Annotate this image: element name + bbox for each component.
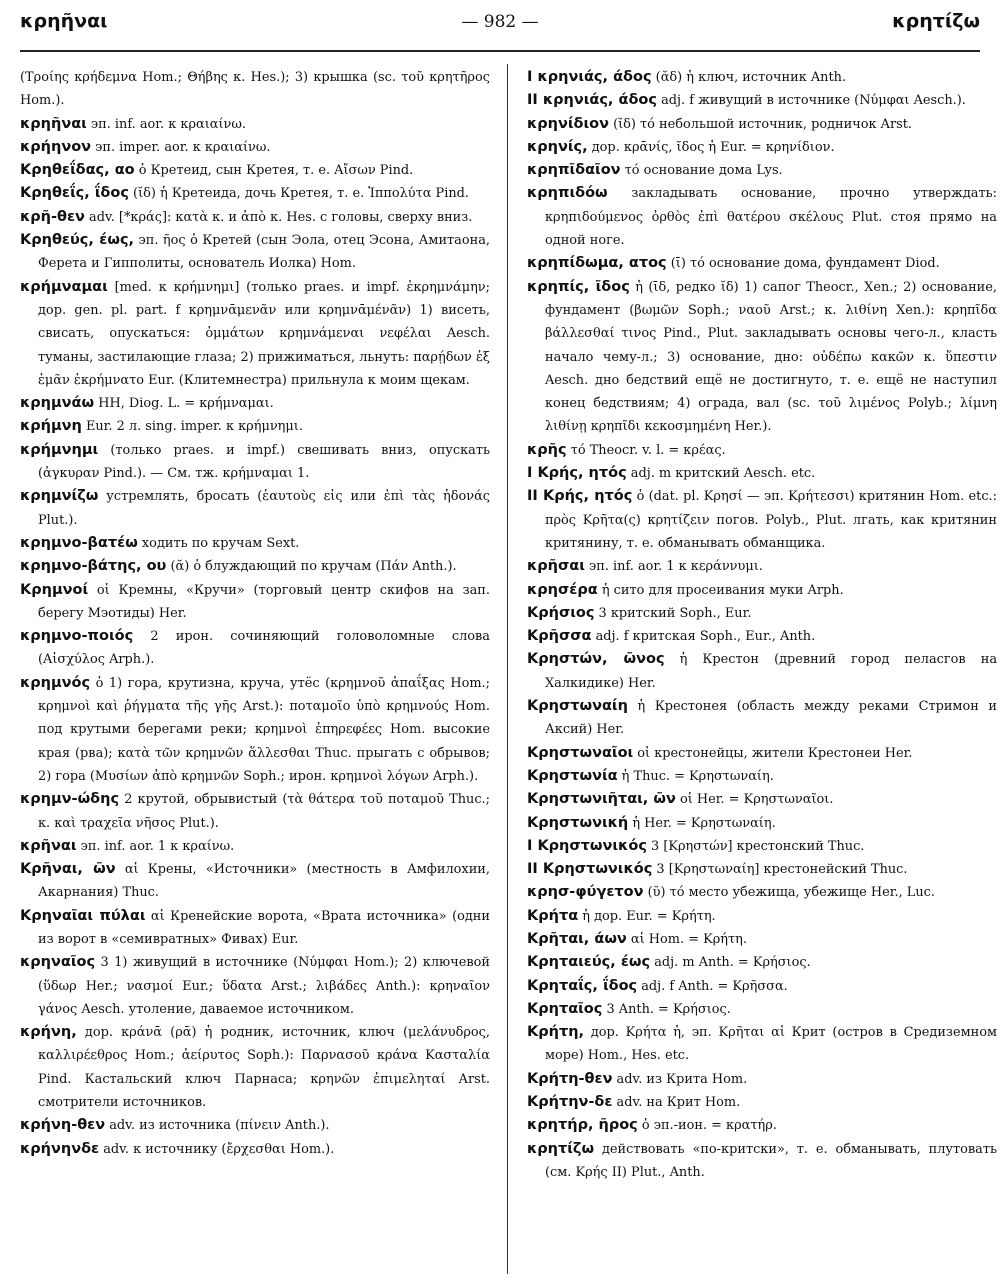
entry-headword: κρησέρα: [527, 581, 598, 598]
entry-definition: 3 Anth. = Κρήσιος.: [602, 1001, 731, 1017]
dictionary-entry: [527, 159, 997, 182]
dictionary-entry: [527, 555, 997, 578]
entry-definition: ὁ (dat. pl. Κρησί — эп. Κρήτεσσι) критянин Hom. etc.: πρὸς Κρῆτα(ς) κρητίζειν погов. Polyb., Plut. лгать, как критянин критянину, т. е. обманывать обманщика.: [545, 489, 997, 551]
entry-headword: κρήμνημι: [20, 441, 99, 458]
entry-headword: κρηπῖδαῖον: [527, 162, 621, 179]
dictionary-entry: [527, 66, 997, 89]
entry-definition: adv. на Крит Hom.: [612, 1095, 741, 1111]
dictionary-entry: [527, 1091, 997, 1114]
page-number: — 982 —: [461, 12, 539, 32]
dictionary-entry: [20, 206, 490, 229]
entry-definition: ходить по кручам Sext.: [137, 535, 300, 551]
entry-headword: κρήμναμαι: [20, 278, 108, 295]
dictionary-entry: [527, 975, 997, 998]
dictionary-entry: [527, 1138, 997, 1185]
entry-definition: 2 ирон. сочиняющий головоломные слова (Αἰσχύλος Arph.).: [38, 629, 490, 668]
entry-headword: II κρηνιάς, άδος: [527, 92, 657, 109]
entry-definition: 2 крутой, обрывистый (τὰ θάτερα τοῦ ποταμοῦ Thuc.; κ. καὶ τραχεῖα νῆσος Plut.).: [38, 792, 490, 831]
entry-definition: 3 критский Soph., Eur.: [594, 605, 752, 621]
entry-headword: Κρηστωναίη: [527, 698, 628, 715]
entry-headword: Κρηταιεύς, έως: [527, 954, 651, 971]
dictionary-entry: [527, 89, 997, 112]
entry-headword: Κρηταΐς, ΐδος: [527, 977, 638, 994]
entry-definition: adj. f критская Soph., Eur., Anth.: [591, 629, 816, 645]
entry-headword: κρηναῖος: [20, 954, 96, 971]
header-rule: [20, 50, 980, 52]
entry-headword: Κρηστών, ῶνος: [527, 651, 665, 668]
entry-definition: ἡ сито для просеивания муки Arph.: [597, 582, 844, 598]
entry-definition: adv. из Крита Hom.: [612, 1071, 748, 1087]
entry-definition: (ῠ) τό место убежища, убежище Her., Luc.: [643, 885, 935, 901]
dictionary-entry: [527, 648, 997, 695]
entry-headword: I κρηνιάς, άδος: [527, 69, 652, 85]
entry-headword: Κρήτην-δε: [527, 1094, 613, 1111]
dictionary-entry: [20, 485, 490, 532]
column-divider: [507, 64, 508, 1274]
entry-definition: οἱ крестонейцы, жители Крестонеи Her.: [633, 745, 913, 761]
dictionary-entry: [527, 1114, 997, 1137]
dictionary-entry: [527, 788, 997, 811]
entry-headword: κρησ-φύγετον: [527, 884, 644, 901]
dictionary-entry: [527, 881, 997, 904]
entry-definition: (Τροίης κρήδεμνα Hom.; Θήβης κ. Hes.); 3) крышка (sc. τοῦ κρητῆρος Hom.).: [20, 70, 490, 109]
entry-headword: I Κρής, ητός: [527, 465, 627, 482]
entry-definition: 3 1) живущий в источнике (Νύμφαι Hom.); 2) ключевой (ὕδωρ Her.; νασμοί Eur.; ὕδατα Arst.; λιβάδες Anth.): κρηναῖον γάνος Aesch. утоление, даваемое источником.: [38, 955, 490, 1017]
entry-definition: HH, Diog. L. = κρήμναμαι.: [94, 396, 274, 412]
entry-headword: Κρῆσσα: [527, 628, 592, 645]
dictionary-entry: [20, 625, 490, 672]
dictionary-entry: [527, 951, 997, 974]
entry-headword: κρήνηνδε: [20, 1140, 100, 1157]
dictionary-entry: [20, 1021, 490, 1114]
dictionary-entry: [20, 276, 490, 392]
entry-headword: κρήνη-θεν: [20, 1117, 106, 1134]
entry-headword: Κρηταῖος: [527, 1000, 603, 1017]
dictionary-entry: [20, 182, 490, 205]
right-column: [527, 66, 997, 1184]
dictionary-entry: [20, 159, 490, 182]
dictionary-entry: [20, 113, 490, 136]
dictionary-entry: [527, 485, 997, 555]
header-left-guideword: κρηῆναι: [20, 10, 108, 32]
entry-headword: Κρήτη-θεν: [527, 1070, 613, 1087]
entry-headword: κρηνίς,: [527, 138, 588, 155]
entry-definition: эп. inf. aor. к κραιαίνω.: [86, 116, 247, 132]
entry-headword: κρῆς: [527, 441, 567, 458]
entry-headword: Κρηστωνιῆται, ῶν: [527, 791, 676, 808]
entry-definition: [med. к κρήμνημι] (только praes. и impf. ἐκρημνάμην; дор. gen. pl. part. f κρημνᾱμενᾶν или κρημνᾱμένᾶν) 1) висеть, свисать, опускаться: ὀμμάτων κρημνάμεναι νεφέλαι Aesch. туманы, застилающие глаза; 2) прижиматься, льнуть: παρῄδων ἐξ ἐμᾶν ἐκρήμνατο Eur. (Клитемнестра) прильнула к моим щекам.: [38, 279, 490, 388]
dictionary-entry: [20, 439, 490, 486]
entry-definition: эп. inf. aor. 1 к κεράννυμι.: [584, 559, 763, 575]
dictionary-entry: [20, 415, 490, 438]
entry-headword: κρηπίς, ῖδος: [527, 278, 630, 295]
entry-definition: ὁ 1) гора, крутизна, круча, утёс (κρημνοῦ ἀπαΐξας Hom.; κρημνοὶ καὶ ῥήγματα τῆς γῆς Arst.): ποταμοῖο ὑπὸ κρημνούς Hom. под крутыми берегами реки; κρημνοὶ ἐπηρεφέες Hom. высокие края (рва); κατὰ τῶν κρημνῶν ἅλλεσθαι Thuc. прыгать с обрывов; 2) гора (Μυσίων ἀπὸ κρημνῶν Soph.; ирон. κρημνοὶ λόγων Arph.).: [38, 675, 490, 784]
entry-definition: ἡ дор. Eur. = Κρήτη.: [578, 908, 716, 924]
dictionary-entry: [527, 602, 997, 625]
dictionary-entry: [527, 439, 997, 462]
entry-headword: κρηπιδόω: [527, 185, 608, 202]
dictionary-entry: [20, 532, 490, 555]
entry-headword: I Κρηστωνικός: [527, 837, 647, 854]
dictionary-entry: [527, 462, 997, 485]
dictionary-entry: [20, 1138, 490, 1161]
entry-headword: κρημνο-βάτης, ου: [20, 558, 167, 575]
dictionary-entry: [527, 812, 997, 835]
entry-definition: ἡ Крестонея (область между реками Стримон и Аксий) Her.: [545, 699, 997, 738]
entry-headword: II Κρής, ητός: [527, 488, 633, 505]
entry-definition: Eur. 2 л. sing. imper. к κρήμνημι.: [81, 419, 303, 435]
entry-definition: adv. [*κράς]: κατὰ κ. и ἀπὸ κ. Hes. с головы, сверху вниз.: [84, 209, 473, 225]
entry-headword: Κρήτα: [527, 907, 579, 924]
entry-headword: II Κρηστωνικός: [527, 861, 653, 878]
dictionary-entry: [527, 858, 997, 881]
dictionary-entry: [527, 182, 997, 252]
dictionary-entry: [527, 695, 997, 742]
entry-headword: κρῆ-θεν: [20, 208, 85, 225]
entry-headword: κρήηνον: [20, 138, 92, 155]
dictionary-entry: [527, 1068, 997, 1091]
entry-definition: adv. к источнику (ἔρχεσθαι Hom.).: [99, 1141, 335, 1157]
entry-definition: действовать «по-критски», т. е. обманывать, плутовать (см. Κρής II) Plut., Anth.: [545, 1141, 997, 1180]
dictionary-entry: [20, 392, 490, 415]
dictionary-entry: [527, 765, 997, 788]
entry-definition: 3 [Κρηστωναίη] крестонейский Thuc.: [652, 862, 908, 878]
entry-definition: дор. κράνᾱ (ρᾱ) ἡ родник, источник, ключ (μελάνυδρος, καλλιρέεθρος Hom.; ἀείρυτος Soph.): Παρνασοῦ κράνα Κασταλία Pind. Кастальский ключ Парнаса; κρηνῶν ἐπιμεληταί Arst. смотрители источников.: [38, 1025, 490, 1111]
entry-headword: Κρηθεύς, έως,: [20, 232, 135, 249]
entry-headword: Κρῆται, άων: [527, 930, 627, 947]
entry-definition: ἡ Her. = Κρηστωναίη.: [628, 815, 776, 831]
entry-definition: устремлять, бросать (ἑαυτοὺς εἰς или ἐπὶ τὰς ἡδονάς Plut.).: [38, 489, 490, 528]
entry-headword: κρῆναι: [20, 837, 77, 854]
entry-definition: дор. Κρήτα ἡ, эп. Κρῆται αἱ Крит (остров в Средиземном море) Hom., Hes. etc.: [545, 1025, 997, 1064]
entry-definition: дор. κρᾱνίς, ῖδος ἡ Eur. = κρηνίδιον.: [587, 139, 835, 155]
dictionary-entry: [527, 252, 997, 275]
dictionary-entry: [20, 136, 490, 159]
entry-definition: αἱ Hom. = Κρήτη.: [626, 931, 747, 947]
entry-headword: Κρηθεΐδας, αο: [20, 162, 135, 179]
dictionary-entry: [527, 905, 997, 928]
entry-headword: κρημνίζω: [20, 488, 99, 505]
entry-headword: κρημνός: [20, 674, 91, 691]
dictionary-entry: [20, 858, 490, 905]
entry-headword: Κρηστωνία: [527, 767, 618, 784]
dictionary-entry: [20, 66, 490, 113]
dictionary-entry: [20, 672, 490, 788]
entry-definition: (ῐδ) ἡ Кретеида, дочь Кретея, т. е. Ἱππολύτα Pind.: [128, 186, 469, 202]
dictionary-entry: [20, 905, 490, 952]
entry-headword: Κρηθεΐς, ΐδος: [20, 185, 129, 202]
entry-definition: οἱ Her. = Κρηστωναῖοι.: [675, 792, 834, 808]
dictionary-entry: [20, 1114, 490, 1137]
entry-headword: κρῆσαι: [527, 558, 585, 575]
entry-definition: 3 [Κρηστών] крестонский Thuc.: [646, 838, 865, 854]
entry-definition: adj. f живущий в источнике (Νύμφαι Aesch.).: [656, 93, 966, 109]
dictionary-entry: [527, 579, 997, 602]
entry-headword: κρηῆναι: [20, 115, 87, 132]
dictionary-entry: [527, 998, 997, 1021]
entry-definition: ἡ Thuc. = Κρηστωναίη.: [617, 768, 774, 784]
page-header: [20, 10, 980, 44]
entry-headword: κρήνη,: [20, 1024, 77, 1041]
entry-definition: ὁ Кретеид, сын Кретея, т. е. Αἴσων Pind.: [134, 163, 414, 179]
entry-definition: (ῐδ) τό небольшой источник, родничок Arst.: [608, 116, 913, 132]
entry-headword: κρήμνη: [20, 418, 82, 435]
entry-definition: αἱ Крены, «Источники» (местность в Амфилохии, Акарнания) Thuc.: [38, 862, 490, 901]
entry-headword: κρηπίδωμα, ατος: [527, 255, 667, 272]
entry-headword: Κρημνοί: [20, 581, 89, 598]
entry-definition: αἱ Кренейские ворота, «Врата источника» (одни из ворот в «семивратных» Фивах) Eur.: [38, 908, 490, 947]
entry-headword: Κρηστωναῖοι: [527, 744, 634, 761]
entry-headword: Κρήτη,: [527, 1024, 585, 1041]
entry-definition: закладывать основание, прочно утверждать: κρηπιδούμενος ὀρθὸς ἐπὶ θατέρου σκέλους Plut. стоя прямо на одной ноге.: [545, 186, 997, 249]
entry-definition: adj. m Anth. = Κρήσιος.: [650, 955, 811, 971]
entry-headword: κρημνάω: [20, 395, 95, 412]
dictionary-entry: [20, 555, 490, 578]
entry-definition: эп. imper. aor. к κραιαίνω.: [91, 139, 271, 155]
dictionary-entry: [527, 625, 997, 648]
entry-definition: (ῑ) τό основание дома, фундамент Diod.: [666, 256, 940, 272]
dictionary-entry: [527, 113, 997, 136]
entry-definition: ὁ эп.-ион. = κρατήρ.: [637, 1118, 777, 1134]
entry-headword: κρητίζω: [527, 1140, 595, 1157]
entry-definition: (ᾰ) ὁ блуждающий по кручам (Πάν Anth.).: [166, 559, 457, 575]
entry-definition: adj. m критский Aesch. etc.: [626, 466, 816, 482]
entry-headword: κρητήρ, ῆρος: [527, 1117, 638, 1134]
dictionary-entry: [20, 835, 490, 858]
entry-definition: эп. ῆος ὁ Кретей (сын Эола, отец Эсона, Амитаона, Ферета и Гипполиты, основатель Иолка) Hom.: [38, 233, 490, 272]
entry-headword: κρημνο-ποιός: [20, 628, 134, 645]
entry-definition: (только praes. и impf.) свешивать вниз, опускать (ἀγκυραν Pind.). — См. тж. κρήμναμαι 1.: [38, 442, 490, 482]
entry-definition: οἱ Кремны, «Кручи» (торговый центр скифов на зап. берегу Мэотиды) Her.: [38, 582, 490, 621]
dictionary-entry: [527, 1021, 997, 1068]
entry-definition: ἡ Крестон (древний город пеласгов на Халкидике) Her.: [545, 652, 998, 691]
left-column: [20, 66, 490, 1161]
entry-headword: Κρήσιος: [527, 604, 595, 621]
dictionary-entry: [527, 835, 997, 858]
entry-definition: (ᾰδ) ἡ ключ, источник Anth.: [651, 70, 847, 85]
entry-definition: эп. inf. aor. 1 к κραίνω.: [76, 838, 235, 854]
entry-headword: Κρῆναι, ῶν: [20, 861, 116, 878]
entry-definition: adv. из источника (πίνειν Anth.).: [105, 1118, 330, 1134]
entry-headword: Κρηναῖαι πύλαι: [20, 907, 146, 924]
entry-definition: τό основание дома Lys.: [620, 163, 783, 179]
dictionary-entry: [527, 276, 997, 439]
dictionary-entry: [527, 742, 997, 765]
entry-definition: τό Theocr. v. l. = κρέας.: [566, 442, 726, 458]
entry-headword: κρημν-ώδης: [20, 791, 120, 808]
dictionary-entry: [20, 788, 490, 835]
dictionary-entry: [527, 136, 997, 159]
entry-headword: κρημνο-βατέω: [20, 534, 138, 551]
header-right-guideword: κρητίζω: [892, 10, 980, 32]
entry-definition: ἡ (ῑδ, редко ῐδ) 1) сапог Theocr., Xen.; 2) основание, фундамент (βωμῶν Soph.; ναοῦ Arst.; κ. λιθίνη Xen.): κρηπῖδα βάλλεσθαί τινος Pind., Plut. закладывать основы чего-л., класть начало чему-л.; 3) основание, дно: οὐδέπω κακῶν κ. ὕπεστιν Aesch. дно бедствий ещё не достигнуто, т. е. ещё не наступил конец бедствиям; 4) ограда, вал (sc. τοῦ λιμένος Polyb.; λίμνη λιθίνῃ κρηπῖδι κεκοσμημένη Her.).: [545, 279, 997, 435]
entry-headword: κρηνίδιον: [527, 115, 609, 132]
dictionary-entry: [527, 928, 997, 951]
entry-definition: adj. f Anth. = Κρῆσσα.: [637, 978, 788, 994]
dictionary-entry: [20, 579, 490, 626]
dictionary-entry: [20, 229, 490, 276]
dictionary-entry: [20, 951, 490, 1021]
entry-headword: Κρηστωνική: [527, 814, 629, 831]
